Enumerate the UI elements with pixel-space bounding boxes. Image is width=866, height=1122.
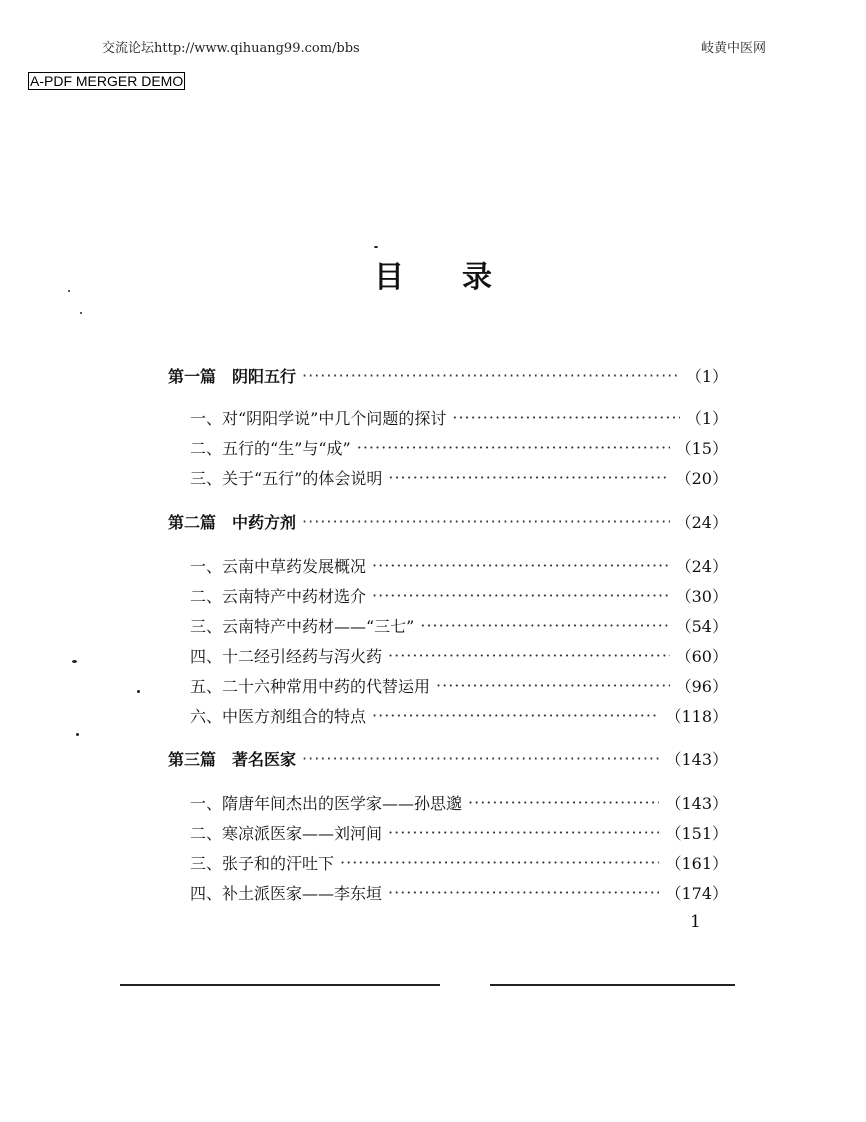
toc-entry-title: 三、张子和的汗吐下	[190, 853, 335, 873]
toc-entry	[168, 435, 728, 459]
toc-entry-title: 第一篇 阴阳五行	[168, 366, 297, 386]
toc-leader-dots	[388, 646, 670, 665]
scan-speck	[374, 246, 378, 248]
toc-entry-title: 一、云南中草药发展概况	[190, 556, 367, 576]
toc-page-number: （30）	[675, 586, 728, 606]
toc-page-number: （15）	[675, 438, 728, 458]
toc-page-number: （143）	[665, 749, 728, 769]
toc-page-number: （161）	[665, 853, 728, 873]
toc-page-number: （174）	[665, 883, 728, 903]
header-source-url: 交流论坛http://www.qihuang99.com/bbs	[102, 41, 360, 56]
toc-entry	[168, 553, 728, 577]
toc-entry-title: 六、中医方剂组合的特点	[190, 706, 367, 726]
toc-page-number: （96）	[675, 676, 728, 696]
page-number: 1	[690, 912, 701, 932]
toc-leader-dots	[302, 366, 680, 385]
toc-leader-dots	[452, 408, 679, 427]
toc-entry	[168, 790, 728, 814]
toc-entry	[168, 703, 728, 727]
toc-entry-title: 第三篇 著名医家	[168, 749, 297, 769]
toc-entry-title: 四、十二经引经药与泻火药	[190, 646, 383, 666]
header-site-name: 岐黄中医网	[700, 41, 766, 56]
toc-page-number: （20）	[675, 468, 728, 488]
toc-entry	[168, 820, 728, 844]
toc-entry	[168, 613, 728, 637]
toc-leader-dots	[388, 883, 659, 902]
toc-page-number: （24）	[675, 556, 728, 576]
toc-entry-title: 五、二十六种常用中药的代替运用	[190, 676, 431, 696]
toc-part-heading	[168, 363, 728, 387]
toc-entry	[168, 880, 728, 904]
toc-entry	[168, 850, 728, 874]
toc-leader-dots	[372, 706, 659, 725]
page-title: 目录	[374, 260, 550, 295]
toc-entry-title: 四、补土派医家——李东垣	[190, 883, 383, 903]
scan-speck	[76, 733, 79, 736]
toc-leader-dots	[340, 853, 659, 872]
toc-page-number: （1）	[685, 366, 728, 386]
toc-leader-dots	[468, 793, 659, 812]
toc-leader-dots	[357, 438, 670, 457]
toc-entry-title: 二、五行的“生”与“成”	[190, 438, 351, 458]
toc-part-heading	[168, 746, 728, 770]
watermark-stamp: A-PDF MERGER DEMO	[30, 73, 184, 89]
scan-speck	[80, 312, 82, 314]
toc-page-number: （24）	[675, 512, 728, 532]
toc-leader-dots	[420, 616, 669, 635]
toc-page-number: （60）	[675, 646, 728, 666]
toc-entry	[168, 405, 728, 429]
toc-entry	[168, 673, 728, 697]
toc-page-number: （143）	[665, 793, 728, 813]
toc-leader-dots	[388, 468, 669, 487]
toc-leader-dots	[372, 586, 670, 605]
toc-entry	[168, 583, 728, 607]
toc-part-heading	[168, 509, 728, 533]
scan-speck	[72, 660, 77, 663]
toc-entry-title: 三、云南特产中药材——“三七”	[190, 616, 415, 636]
toc-entry-title: 三、关于“五行”的体会说明	[190, 468, 383, 488]
toc-entry-title: 二、寒凉派医家——刘河间	[190, 823, 383, 843]
toc-leader-dots	[372, 556, 670, 575]
toc-page-number: （54）	[675, 616, 728, 636]
toc-entry	[168, 643, 728, 667]
toc-leader-dots	[302, 512, 670, 531]
toc-entry-title: 一、隋唐年间杰出的医学家——孙思邈	[190, 793, 463, 813]
scan-speck	[68, 290, 70, 292]
toc-entry-title: 一、对“阴阳学说”中几个问题的探讨	[190, 408, 447, 428]
toc-page-number: （1）	[685, 408, 728, 428]
toc-page-number: （118）	[665, 706, 728, 726]
toc-entry-title: 二、云南特产中药材选介	[190, 586, 367, 606]
toc-leader-dots	[436, 676, 670, 695]
toc-leader-dots	[388, 823, 659, 842]
toc-leader-dots	[302, 749, 659, 768]
scan-speck	[137, 690, 140, 693]
toc-entry	[168, 465, 728, 489]
toc-page-number: （151）	[665, 823, 728, 843]
toc-entry-title: 第二篇 中药方剂	[168, 512, 297, 532]
bottom-rule-gap	[440, 980, 490, 988]
bottom-rule	[120, 984, 735, 986]
